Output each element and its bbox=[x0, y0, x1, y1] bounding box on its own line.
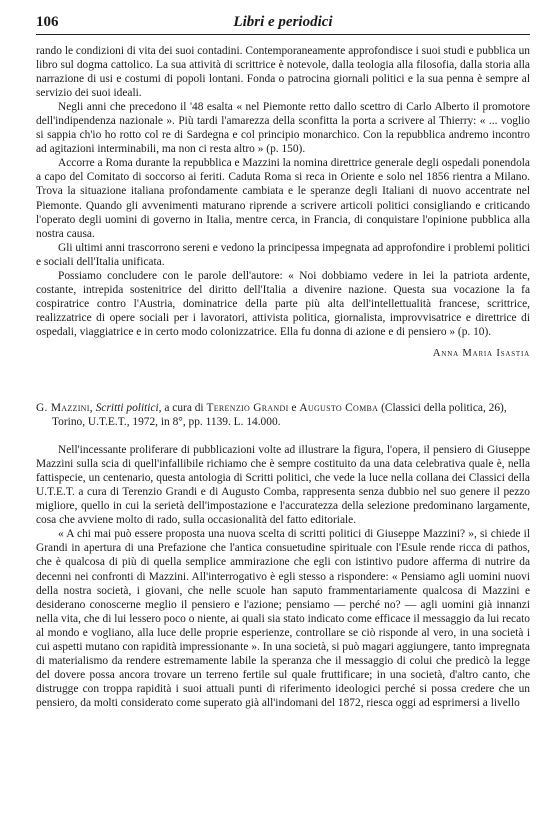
curated-prefix: a cura di bbox=[164, 401, 204, 414]
spacer bbox=[36, 429, 530, 443]
page-number: 106 bbox=[36, 14, 59, 30]
book-page bbox=[36, 12, 530, 710]
paragraph: « A chi mai può essere proposta una nuova scelta di scritti politici di Giuseppe Mazzini? », si chiede il Grandi in apertura di una Prefazione che l'antica consuetudine spirituale con l'Esule rende ricca di pathos, che è qualcosa di più di quella semplice ammirazione che egli con istintivo pudore afferma di nutrire da decenni nei confronti di Mazzini. All'interrogativo è egli stesso a rispondere: « Pensiamo agli uomini nuovi della nostra società, i giovani, che nelle scuole han saputo frammentariamente qualcosa di Mazzini e desiderano conoscerne meglio il pensiero e l'azione; pensiamo — perché no? — agli uomini già innanzi nella vita, che di lui lessero poco o niente, ai quali sia stato indicato come efficace il messaggio da lui recato al mondo e vogliano, alla luce delle proprie esperienze, controllare se ciò risponde al vero, in una società i cui aspetti mutano con rapidità impressionante ». In una società, si può magari aggiungere, tanto impregnata di materialismo da rendere estremamente labile la speranza che il messaggio di colui che predicò la legge del dovere possa ancora trovare un terreno fertile sul quale fruttificare; in una società, d'altro canto, che distrugge con troppa rapidità i suoi attuali punti di riferimento ideologici perché si possa credere che un pensiero, da molti considerato come superato già all'indomani del 1872, riesca oggi ad esprimersi a livello bbox=[36, 528, 530, 709]
conjunction: e bbox=[291, 401, 297, 414]
paragraph: Accorre a Roma durante la repubblica e Mazzini la nomina direttrice generale degli ospedali ponendola a capo del Comitato di soccorso ai feriti. Caduta Roma si reca in Oriente e solo nel 1856 rientra a Milano. Trova la situazione italiana profondamente cambiata e le speranze degli Italiani di nuovo accentrate nel Piemonte. Quando gli avvenimenti maturano riprende a scrivere articoli politici consigliando e criticando l'operato degli uomini di governo in Italia, mentre cerca, in Francia, di conquistare l'opinione pubblica alla nostra causa. bbox=[36, 157, 530, 240]
paragraph: rando le condizioni di vita dei suoi contadini. Contemporaneamente approfondisce i suoi studi e pubblica un libro sul dogma cattolico. La sua attività di scrittrice è notevole, dalla teologia alla filosofia, dalla storia alla narrazione di usi e costumi di popoli lontani. Fonda o patrocina giornali politici e la sua penna è sempre al servizio dei suoi ideali. bbox=[36, 45, 530, 100]
paragraph: Negli anni che precedono il '48 esalta « nel Piemonte retto dallo scettro di Carlo Alberto il promotore dell'indipendenza nazionale ». Più tardi l'amarezza della sconfitta la porta a scrivere al Thierry: « ... voglio si sappia ch'io ho rotto col re di Sardegna e col principio monarchico. Con la repubblica andremo incontro ad agitazioni interminabili, ma non ci resta altro » (p. 150). bbox=[36, 101, 530, 156]
paragraph: Gli ultimi anni trascorrono sereni e vedono la principessa impegnata ad approfondire i problemi politici e sociali dell'Italia unificata. bbox=[36, 241, 530, 268]
editor-name: Augusto Comba bbox=[299, 401, 379, 414]
book-author: G. Mazzini, bbox=[36, 401, 93, 414]
paragraph: Nell'incessante proliferare di pubblicazioni volte ad illustrare la figura, l'opera, il pensiero di Giuseppe Mazzini sulla scia di quell'infallibile richiamo che è sempre costituito da una data celebrativa quale è, nella fattispecie, un centenario, questa antologia di Scritti politici, che vede la luce nella collana dei Classici della U.T.E.T. a cura di Terenzio Grandi e di Augusto Comba, rappresenta senza dubbio nel suo genere il pezzo migliore, quello in cui la serietà dell'impostazione e l'accuratezza della selezione predominano largamente, cosa che avviene molto di rado, sulla occasionalità del fatto editoriale. bbox=[36, 444, 530, 527]
book-title: Scritti politici, bbox=[95, 401, 162, 414]
running-title: Libri e periodici bbox=[233, 14, 333, 30]
reviewer-signature: Anna Maria Isastia bbox=[432, 347, 530, 359]
page-header bbox=[36, 12, 530, 35]
editor-name: Terenzio Grandi bbox=[206, 401, 289, 414]
second-review bbox=[36, 401, 530, 710]
publication-details: (Classici della politica, 26), Torino, U.T.E.T., 1972, in 8°, pp. 1139. L. 14.000. bbox=[52, 401, 507, 429]
review-heading bbox=[36, 401, 530, 429]
first-review bbox=[36, 44, 530, 359]
paragraph: Possiamo concludere con le parole dell'autore: « Noi dobbiamo vedere in lei la patriota ardente, costante, intrepida sostenitrice del diritto dell'Italia a divenire nazione. Questa sua vocazione la fa cospiratrice contro l'Austria, dominatrice della parte più alta dell'intellettualità francese, scrittrice, realizzatrice di opere sociali per i lavoratori, attivista politica, giornalista, improvvisatrice e direttrice di ospedali, viaggiatrice e in certo modo colonizzatrice. Ella fu donna di azione e di pensiero » (p. 10). bbox=[36, 269, 530, 338]
